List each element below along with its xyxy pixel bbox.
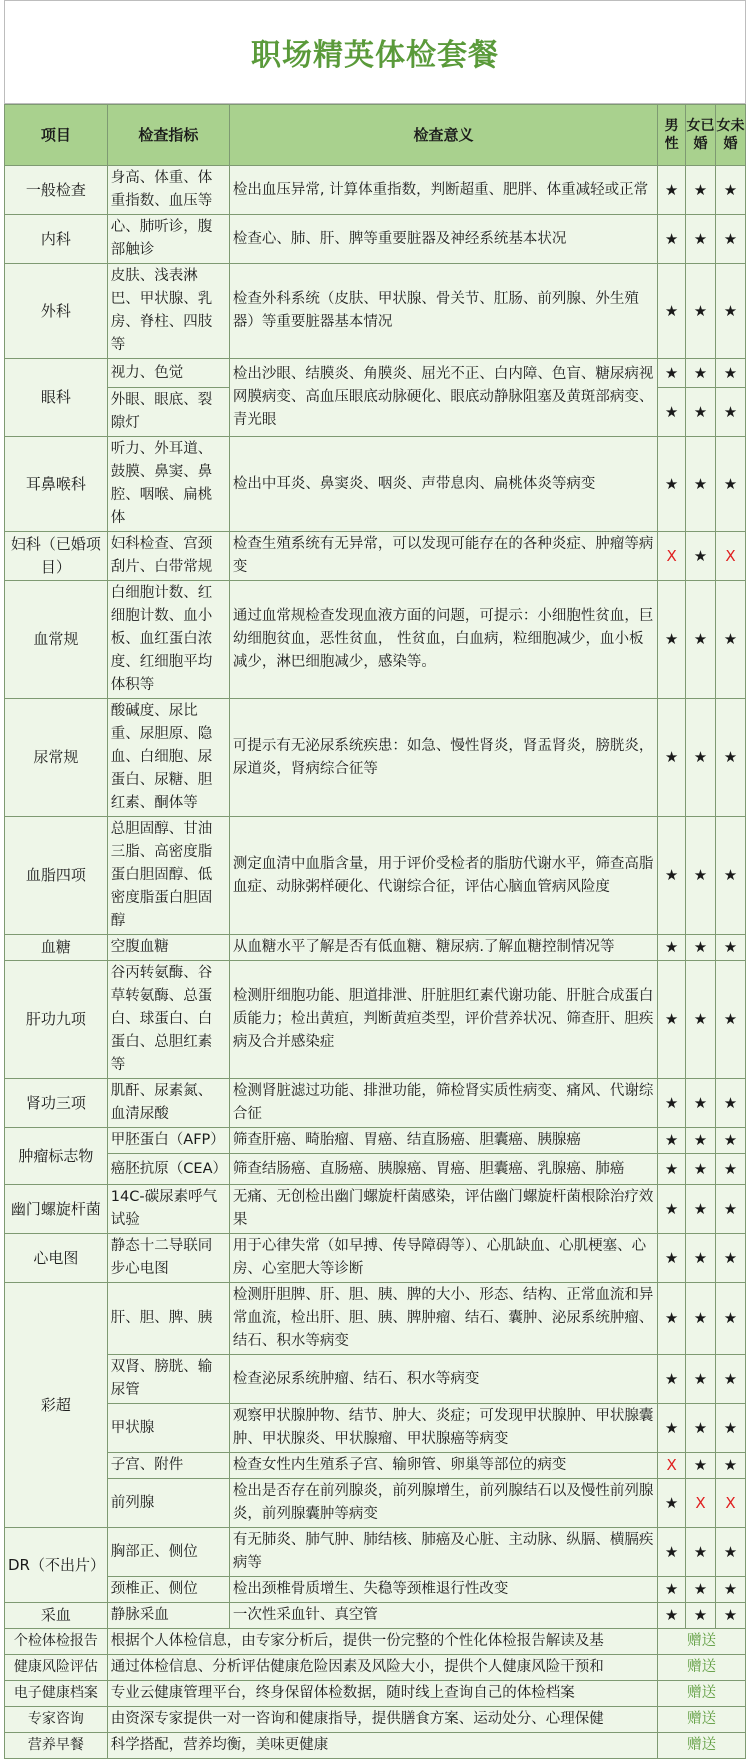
table-row bbox=[5, 1128, 746, 1154]
meaning-cell: 从血糖水平了解是否有低血糖、糖尿病.了解血糖控制情况等 bbox=[229, 935, 657, 961]
mark-female-married: ★ bbox=[686, 1603, 716, 1629]
table-row bbox=[5, 817, 746, 935]
title-bar bbox=[4, 0, 746, 104]
index-cell: 视力、色觉 bbox=[107, 359, 229, 388]
table-row bbox=[5, 1079, 746, 1128]
mark-female-married: ★ bbox=[686, 1355, 716, 1404]
mark-male: ★ bbox=[658, 166, 686, 215]
index-cell: 空腹血糖 bbox=[107, 935, 229, 961]
meaning-cell: 测定血清中血脂含量，用于评价受检者的脂肪代谢水平，筛查高脂血症、动脉粥样硬化、代谢综合征，评估心脑血管病风险度 bbox=[229, 817, 657, 935]
mark-female-unmarried: ★ bbox=[715, 1128, 745, 1154]
meaning-cell: 无痛、无创检出幽门螺旋杆菌感染，评估幽门螺旋杆菌根除治疗效果 bbox=[229, 1185, 657, 1234]
mark-male: ★ bbox=[658, 1355, 686, 1404]
header-female-married: 女已婚 bbox=[686, 105, 716, 166]
category-name: 血脂四项 bbox=[5, 817, 108, 935]
mark-male: ★ bbox=[658, 437, 686, 532]
mark-male: ★ bbox=[658, 1234, 686, 1283]
category-name: 采血 bbox=[5, 1603, 108, 1629]
table-row bbox=[5, 1234, 746, 1283]
table-row bbox=[5, 1355, 746, 1404]
mark-male: ★ bbox=[658, 1079, 686, 1128]
category-name: 幽门螺旋杆菌 bbox=[5, 1185, 108, 1234]
category-name: 妇科（已婚项目） bbox=[5, 532, 108, 581]
extra-row bbox=[5, 1681, 746, 1707]
extra-service-desc: 由资深专家提供一对一咨询和健康指导，提供膳食方案、运动处分、心理保健 bbox=[107, 1707, 657, 1733]
index-cell: 静脉采血 bbox=[107, 1603, 229, 1629]
mark-male: ★ bbox=[658, 1404, 686, 1453]
table-row bbox=[5, 437, 746, 532]
mark-male: X bbox=[658, 1453, 686, 1479]
mark-female-unmarried: ★ bbox=[715, 699, 745, 817]
index-cell: 肌酐、尿素氮、血清尿酸 bbox=[107, 1079, 229, 1128]
category-name: 肝功九项 bbox=[5, 961, 108, 1079]
index-cell: 癌胚抗原（CEA） bbox=[107, 1154, 229, 1185]
index-cell: 酸碱度、尿比重、尿胆原、隐血、白细胞、尿蛋白、尿糖、胆红素、酮体等 bbox=[107, 699, 229, 817]
category-name: 血糖 bbox=[5, 935, 108, 961]
mark-female-married: ★ bbox=[686, 1528, 716, 1577]
table-row bbox=[5, 1283, 746, 1355]
table-row bbox=[5, 1479, 746, 1528]
table-row bbox=[5, 166, 746, 215]
mark-female-married: ★ bbox=[686, 581, 716, 699]
mark-male: ★ bbox=[658, 699, 686, 817]
mark-female-married: ★ bbox=[686, 817, 716, 935]
page-title: 职场精英体检套餐 bbox=[251, 38, 499, 73]
mark-female-married: ★ bbox=[686, 437, 716, 532]
index-cell: 双肾、膀胱、输尿管 bbox=[107, 1355, 229, 1404]
mark-female-unmarried: ★ bbox=[715, 215, 745, 264]
extra-service-desc: 通过体检信息、分析评估健康危险因素及风险大小，提供个人健康风险干预和 bbox=[107, 1655, 657, 1681]
extra-service-name: 专家咨询 bbox=[5, 1707, 108, 1733]
extra-service-desc: 科学搭配，营养均衡，美味更健康 bbox=[107, 1733, 657, 1759]
extra-service-name: 电子健康档案 bbox=[5, 1681, 108, 1707]
mark-female-married: ★ bbox=[686, 961, 716, 1079]
mark-female-unmarried: ★ bbox=[715, 935, 745, 961]
mark-female-married: ★ bbox=[686, 1577, 716, 1603]
mark-female-unmarried: ★ bbox=[715, 1154, 745, 1185]
meaning-cell: 检出血压异常, 计算体重指数，判断超重、肥胖、体重减轻或正常 bbox=[229, 166, 657, 215]
mark-female-unmarried: ★ bbox=[715, 1185, 745, 1234]
meaning-cell: 检查泌尿系统肿瘤、结石、积水等病变 bbox=[229, 1355, 657, 1404]
table-row bbox=[5, 1154, 746, 1185]
checkup-table bbox=[4, 104, 746, 1759]
extra-service-desc: 专业云健康管理平台，终身保留体检数据，随时线上查询自己的体检档案 bbox=[107, 1681, 657, 1707]
mark-male: X bbox=[658, 532, 686, 581]
mark-female-unmarried: ★ bbox=[715, 1355, 745, 1404]
mark-male: ★ bbox=[658, 388, 686, 437]
meaning-cell: 筛查结肠癌、直肠癌、胰腺癌、胃癌、胆囊癌、乳腺癌、肺癌 bbox=[229, 1154, 657, 1185]
mark-male: ★ bbox=[658, 1603, 686, 1629]
mark-female-unmarried: ★ bbox=[715, 961, 745, 1079]
table-row bbox=[5, 1577, 746, 1603]
index-cell: 谷丙转氨酶、谷草转氨酶、总蛋白、球蛋白、白蛋白、总胆红素等 bbox=[107, 961, 229, 1079]
mark-male: ★ bbox=[658, 1528, 686, 1577]
index-cell: 子宫、附件 bbox=[107, 1453, 229, 1479]
header-meaning: 检查意义 bbox=[229, 105, 657, 166]
mark-male: ★ bbox=[658, 935, 686, 961]
mark-male: ★ bbox=[658, 581, 686, 699]
mark-female-married: ★ bbox=[686, 215, 716, 264]
mark-female-unmarried: ★ bbox=[715, 1079, 745, 1128]
mark-female-married: ★ bbox=[686, 699, 716, 817]
category-name: 内科 bbox=[5, 215, 108, 264]
index-cell: 肝、胆、脾、胰 bbox=[107, 1283, 229, 1355]
mark-male: ★ bbox=[658, 1128, 686, 1154]
meaning-cell: 检出沙眼、结膜炎、角膜炎、屈光不正、白内障、色盲、糖尿病视网膜病变、高血压眼底动脉硬化、眼底动静脉阻塞及黄斑部病变、青光眼 bbox=[229, 359, 657, 437]
header-female-unmarried: 女未婚 bbox=[715, 105, 745, 166]
mark-male: ★ bbox=[658, 264, 686, 359]
mark-female-unmarried: ★ bbox=[715, 359, 745, 388]
mark-female-unmarried: ★ bbox=[715, 817, 745, 935]
index-cell: 白细胞计数、红细胞计数、血小板、血红蛋白浓度、红细胞平均体积等 bbox=[107, 581, 229, 699]
table-row bbox=[5, 1404, 746, 1453]
index-cell: 身高、体重、体重指数、血压等 bbox=[107, 166, 229, 215]
mark-female-unmarried: X bbox=[715, 532, 745, 581]
gift-label: 赠送 bbox=[658, 1655, 746, 1681]
extra-service-name: 营养早餐 bbox=[5, 1733, 108, 1759]
mark-female-married: ★ bbox=[686, 1404, 716, 1453]
meaning-cell: 检出中耳炎、鼻窦炎、咽炎、声带息肉、扁桃体炎等病变 bbox=[229, 437, 657, 532]
mark-female-married: ★ bbox=[686, 388, 716, 437]
mark-male: ★ bbox=[658, 1577, 686, 1603]
category-name: 尿常规 bbox=[5, 699, 108, 817]
mark-female-unmarried: ★ bbox=[715, 1528, 745, 1577]
mark-female-unmarried: ★ bbox=[715, 1234, 745, 1283]
category-name: 耳鼻喉科 bbox=[5, 437, 108, 532]
mark-male: ★ bbox=[658, 1479, 686, 1528]
table-row bbox=[5, 961, 746, 1079]
table-row bbox=[5, 215, 746, 264]
meaning-cell: 筛查肝癌、畸胎瘤、胃癌、结直肠癌、胆囊癌、胰腺癌 bbox=[229, 1128, 657, 1154]
mark-female-married: ★ bbox=[686, 1283, 716, 1355]
mark-male: ★ bbox=[658, 359, 686, 388]
mark-female-married: ★ bbox=[686, 1185, 716, 1234]
mark-male: ★ bbox=[658, 961, 686, 1079]
meaning-cell: 检查女性内生殖系子宫、输卵管、卵巢等部位的病变 bbox=[229, 1453, 657, 1479]
meaning-cell: 检出颈椎骨质增生、失稳等颈椎退行性改变 bbox=[229, 1577, 657, 1603]
header-row bbox=[5, 105, 746, 166]
category-name: 心电图 bbox=[5, 1234, 108, 1283]
table-row bbox=[5, 1603, 746, 1629]
header-male: 男性 bbox=[658, 105, 686, 166]
extra-row bbox=[5, 1655, 746, 1681]
index-cell: 甲状腺 bbox=[107, 1404, 229, 1453]
mark-female-married: X bbox=[686, 1479, 716, 1528]
mark-female-married: ★ bbox=[686, 1154, 716, 1185]
meaning-cell: 通过血常规检查发现血液方面的问题，可提示：小细胞性贫血，巨幼细胞贫血，恶性贫血， 性贫血，白血病，粒细胞减少，血小板减少，淋巴细胞减少，感染等。 bbox=[229, 581, 657, 699]
header-item: 项目 bbox=[5, 105, 108, 166]
index-cell: 总胆固醇、甘油三脂、高密度脂蛋白胆固醇、低密度脂蛋白胆固醇 bbox=[107, 817, 229, 935]
category-name: 肾功三项 bbox=[5, 1079, 108, 1128]
table-row bbox=[5, 532, 746, 581]
index-cell: 外眼、眼底、裂隙灯 bbox=[107, 388, 229, 437]
index-cell: 心、肺听诊，腹部触诊 bbox=[107, 215, 229, 264]
index-cell: 听力、外耳道、鼓膜、鼻窦、鼻腔、咽喉、扁桃体 bbox=[107, 437, 229, 532]
mark-female-unmarried: ★ bbox=[715, 1577, 745, 1603]
meaning-cell: 检测肝胆脾、肝、胆、胰、脾的大小、形态、结构、正常血流和异常血流，检出肝、胆、胰、脾肿瘤、结石、囊肿、泌尿系统肿瘤、结石、积水等病变 bbox=[229, 1283, 657, 1355]
extra-row bbox=[5, 1733, 746, 1759]
mark-female-unmarried: ★ bbox=[715, 166, 745, 215]
mark-female-married: ★ bbox=[686, 359, 716, 388]
mark-female-unmarried: ★ bbox=[715, 581, 745, 699]
table-row bbox=[5, 581, 746, 699]
category-name: 眼科 bbox=[5, 359, 108, 437]
category-name: 肿瘤标志物 bbox=[5, 1128, 108, 1185]
mark-female-unmarried: X bbox=[715, 1479, 745, 1528]
index-cell: 14C-碳尿素呼气试验 bbox=[107, 1185, 229, 1234]
category-name: 彩超 bbox=[5, 1283, 108, 1528]
extra-service-name: 个检体检报告 bbox=[5, 1629, 108, 1655]
index-cell: 胸部正、侧位 bbox=[107, 1528, 229, 1577]
table-row bbox=[5, 264, 746, 359]
mark-male: ★ bbox=[658, 817, 686, 935]
meaning-cell: 有无肺炎、肺气肿、肺结核、肺癌及心脏、主动脉、纵膈、横膈疾病等 bbox=[229, 1528, 657, 1577]
mark-female-unmarried: ★ bbox=[715, 1404, 745, 1453]
header-index: 检查指标 bbox=[107, 105, 229, 166]
mark-female-married: ★ bbox=[686, 1453, 716, 1479]
gift-label: 赠送 bbox=[658, 1733, 746, 1759]
table-row bbox=[5, 359, 746, 388]
mark-female-unmarried: ★ bbox=[715, 1283, 745, 1355]
mark-female-married: ★ bbox=[686, 166, 716, 215]
table-row bbox=[5, 1528, 746, 1577]
meaning-cell: 检测肝细胞功能、胆道排泄、肝脏胆红素代谢功能、肝脏合成蛋白质能力；检出黄疸，判断黄疸类型，评价营养状况、筛查肝、胆疾病及合并感染症 bbox=[229, 961, 657, 1079]
mark-female-married: ★ bbox=[686, 264, 716, 359]
meaning-cell: 检查生殖系统有无异常，可以发现可能存在的各种炎症、肿瘤等病变 bbox=[229, 532, 657, 581]
mark-female-unmarried: ★ bbox=[715, 1603, 745, 1629]
mark-male: ★ bbox=[658, 1283, 686, 1355]
category-name: 一般检查 bbox=[5, 166, 108, 215]
gift-label: 赠送 bbox=[658, 1707, 746, 1733]
index-cell: 静态十二导联同步心电图 bbox=[107, 1234, 229, 1283]
table-row bbox=[5, 1185, 746, 1234]
index-cell: 颈椎正、侧位 bbox=[107, 1577, 229, 1603]
meaning-cell: 检查心、肺、肝、脾等重要脏器及神经系统基本状况 bbox=[229, 215, 657, 264]
extra-row bbox=[5, 1629, 746, 1655]
mark-male: ★ bbox=[658, 1185, 686, 1234]
mark-female-unmarried: ★ bbox=[715, 437, 745, 532]
index-cell: 前列腺 bbox=[107, 1479, 229, 1528]
meaning-cell: 一次性采血针、真空管 bbox=[229, 1603, 657, 1629]
mark-female-married: ★ bbox=[686, 1128, 716, 1154]
mark-female-unmarried: ★ bbox=[715, 388, 745, 437]
table-row bbox=[5, 699, 746, 817]
mark-female-unmarried: ★ bbox=[715, 1453, 745, 1479]
meaning-cell: 检测肾脏滤过功能、排泄功能，筛检肾实质性病变、痛风、代谢综合征 bbox=[229, 1079, 657, 1128]
meaning-cell: 可提示有无泌尿系统疾患：如急、慢性肾炎，肾盂肾炎，膀胱炎，尿道炎，肾病综合征等 bbox=[229, 699, 657, 817]
gift-label: 赠送 bbox=[658, 1681, 746, 1707]
category-name: DR（不出片） bbox=[5, 1528, 108, 1603]
mark-female-unmarried: ★ bbox=[715, 264, 745, 359]
extra-service-desc: 根据个人体检信息，由专家分析后，提供一份完整的个性化体检报告解读及基 bbox=[107, 1629, 657, 1655]
table-row bbox=[5, 1453, 746, 1479]
mark-female-married: ★ bbox=[686, 1079, 716, 1128]
index-cell: 甲胚蛋白（AFP） bbox=[107, 1128, 229, 1154]
meaning-cell: 检出是否存在前列腺炎，前列腺增生，前列腺结石以及慢性前列腺炎，前列腺囊肿等病变 bbox=[229, 1479, 657, 1528]
table-row bbox=[5, 935, 746, 961]
category-name: 血常规 bbox=[5, 581, 108, 699]
mark-male: ★ bbox=[658, 1154, 686, 1185]
extra-service-name: 健康风险评估 bbox=[5, 1655, 108, 1681]
meaning-cell: 用于心律失常（如早搏、传导障碍等）、心肌缺血、心肌梗塞、心房、心室肥大等诊断 bbox=[229, 1234, 657, 1283]
gift-label: 赠送 bbox=[658, 1629, 746, 1655]
mark-male: ★ bbox=[658, 215, 686, 264]
category-name: 外科 bbox=[5, 264, 108, 359]
index-cell: 妇科检查、宫颈刮片、白带常规 bbox=[107, 532, 229, 581]
mark-female-married: ★ bbox=[686, 935, 716, 961]
meaning-cell: 观察甲状腺肿物、结节、肿大、炎症；可发现甲状腺肿、甲状腺囊肿、甲状腺炎、甲状腺瘤、甲状腺癌等病变 bbox=[229, 1404, 657, 1453]
mark-female-married: ★ bbox=[686, 532, 716, 581]
extra-row bbox=[5, 1707, 746, 1733]
mark-female-married: ★ bbox=[686, 1234, 716, 1283]
meaning-cell: 检查外科系统（皮肤、甲状腺、骨关节、肛肠、前列腺、外生殖器）等重要脏器基本情况 bbox=[229, 264, 657, 359]
index-cell: 皮肤、浅表淋巴、甲状腺、乳房、脊柱、四肢等 bbox=[107, 264, 229, 359]
